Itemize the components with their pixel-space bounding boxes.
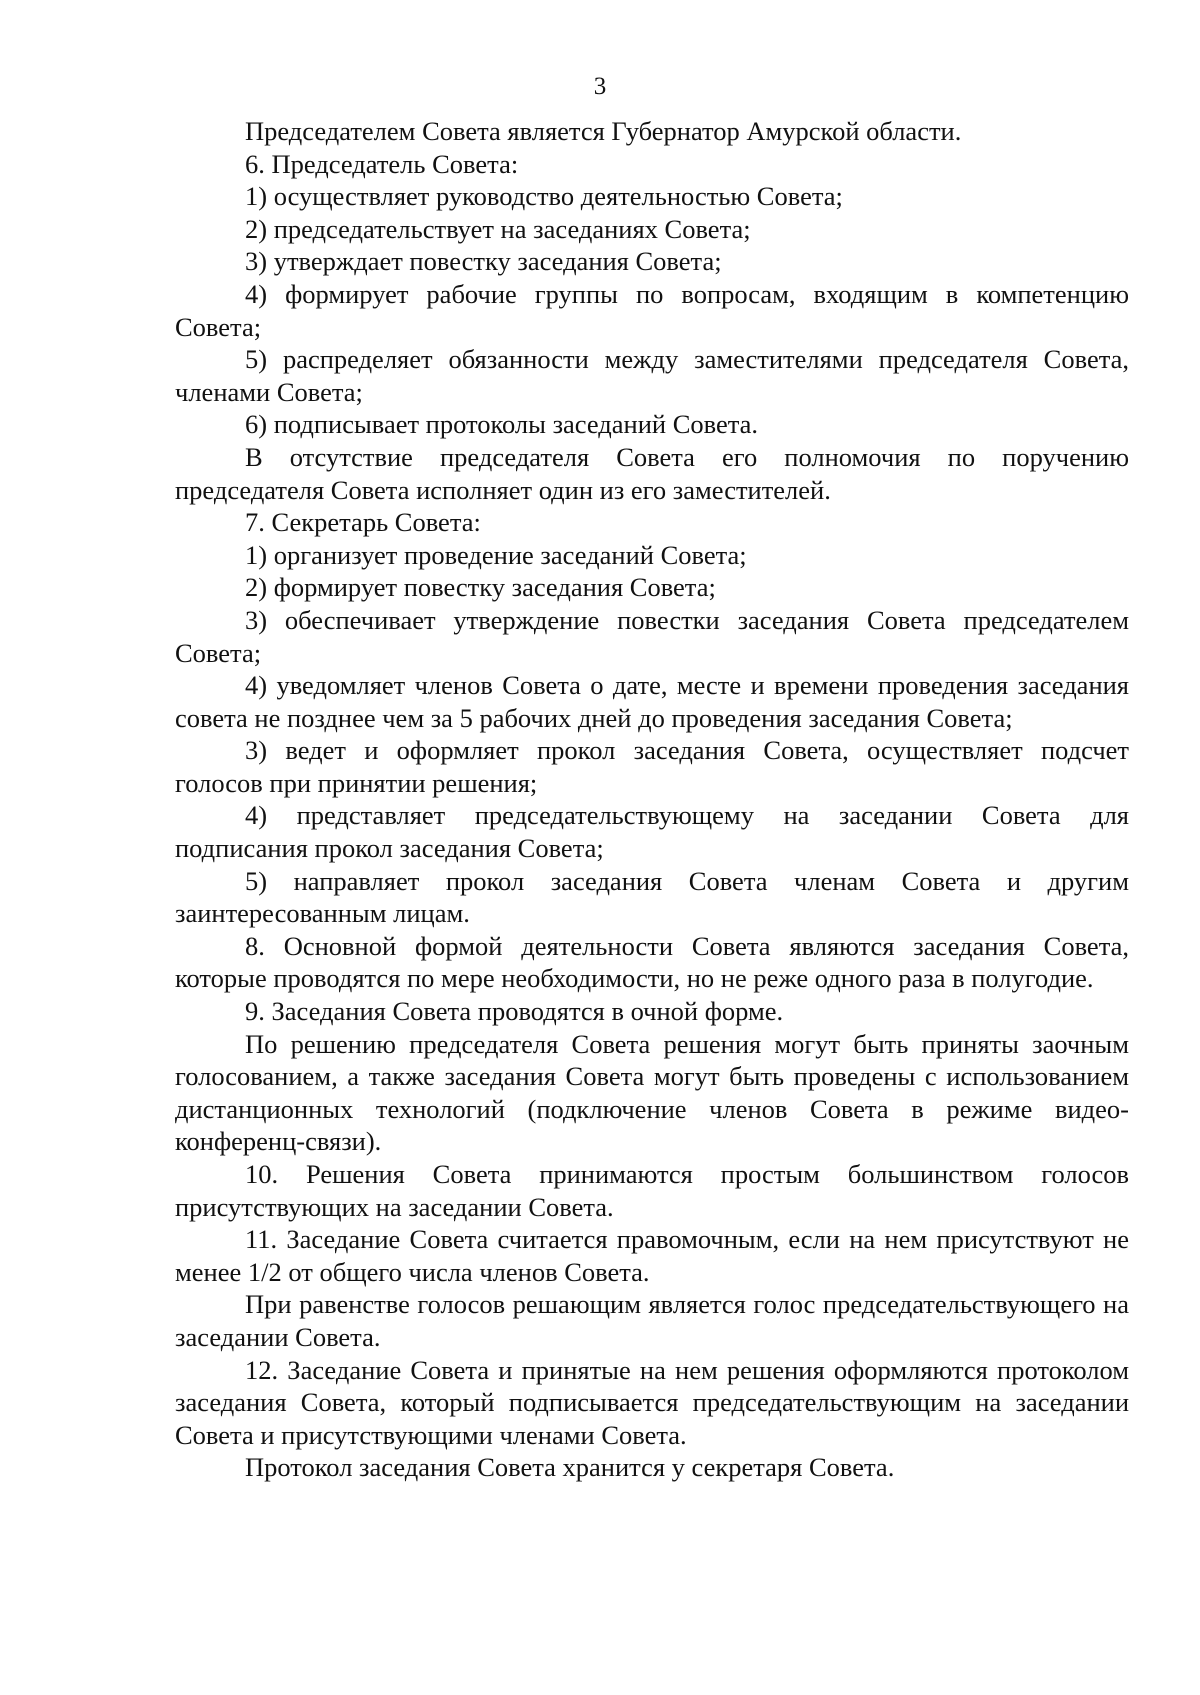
paragraph-14: 4) уведомляет членов Совета о дате, месте и времени проведения заседания совета не позднее чем за 5 рабочих дней до проведения заседания Совета; [175, 670, 1129, 733]
document-body [175, 115, 1129, 1484]
paragraph-20: По решению председателя Совета решения могут быть приняты заочным голосованием, а также заседания Совета могут быть проведены с использованием дистанционных технологий (подключение членов Совета в режиме видео-конференц-связи). [175, 1028, 1129, 1157]
paragraph-4: 2) председательствует на заседаниях Совета; [245, 213, 751, 244]
paragraph-8: 6) подписывает протоколы заседаний Совета. [245, 409, 759, 440]
paragraph-12: 2) формирует повестку заседания Совета; [245, 572, 716, 603]
paragraph-10: 7. Секретарь Совета: [245, 507, 481, 538]
paragraph-7: 5) распределяет обязанности между заместителями председателя Совета, членами Совета; [175, 344, 1129, 407]
paragraph-13: 3) обеспечивает утверждение повестки заседания Совета председателем Совета; [175, 604, 1129, 668]
paragraph-16: 4) представляет председательствующему на заседании Совета для подписания прокол заседания Совета; [175, 800, 1129, 864]
paragraph-17: 5) направляет прокол заседания Совета членам Совета и другим заинтересованным лицам. [175, 865, 1129, 929]
paragraph-24: 12. Заседание Совета и принятые на нем решения оформляются протоколом заседания Совета, который подписывается председательствующим на заседании Совета и присутствующими членами Совета. [175, 1354, 1129, 1450]
paragraph-19: 9. Заседания Совета проводятся в очной форме. [245, 996, 784, 1027]
paragraph-1: Председателем Совета является Губернатор Амурской области. [245, 116, 962, 146]
paragraph-25: Протокол заседания Совета хранится у секретаря Совета. [245, 1452, 895, 1483]
page-number: 3 [593, 73, 607, 100]
paragraph-6: 4) формирует рабочие группы по вопросам, входящим в компетенцию Совета; [175, 278, 1129, 342]
paragraph-22: 11. Заседание Совета считается правомочным, если на нем присутствуют не менее 1/2 от общего числа членов Совета. [175, 1224, 1129, 1287]
paragraph-2: 6. Председатель Совета: [245, 148, 519, 179]
paragraph-21: 10. Решения Совета принимаются простым большинством голосов присутствующих на заседании Совета. [175, 1159, 1129, 1222]
paragraph-3: 1) осуществляет руководство деятельностью Совета; [245, 181, 843, 212]
paragraph-11: 1) организует проведение заседаний Совета; [245, 539, 747, 570]
paragraph-18: 8. Основной формой деятельности Совета являются заседания Совета, которые проводятся по мере необходимости, но не реже одного раза в полугодие. [175, 930, 1129, 994]
paragraph-23: При равенстве голосов решающим является голос председательствующего на заседании Совета. [175, 1289, 1129, 1352]
paragraph-15: 3) ведет и оформляет прокол заседания Совета, осуществляет подсчет голосов при принятии решения; [175, 735, 1129, 798]
paragraph-5: 3) утверждает повестку заседания Совета; [245, 246, 722, 277]
paragraph-9: В отсутствие председателя Совета его полномочия по поручению председателя Совета исполняет один из его заместителей. [175, 441, 1129, 505]
